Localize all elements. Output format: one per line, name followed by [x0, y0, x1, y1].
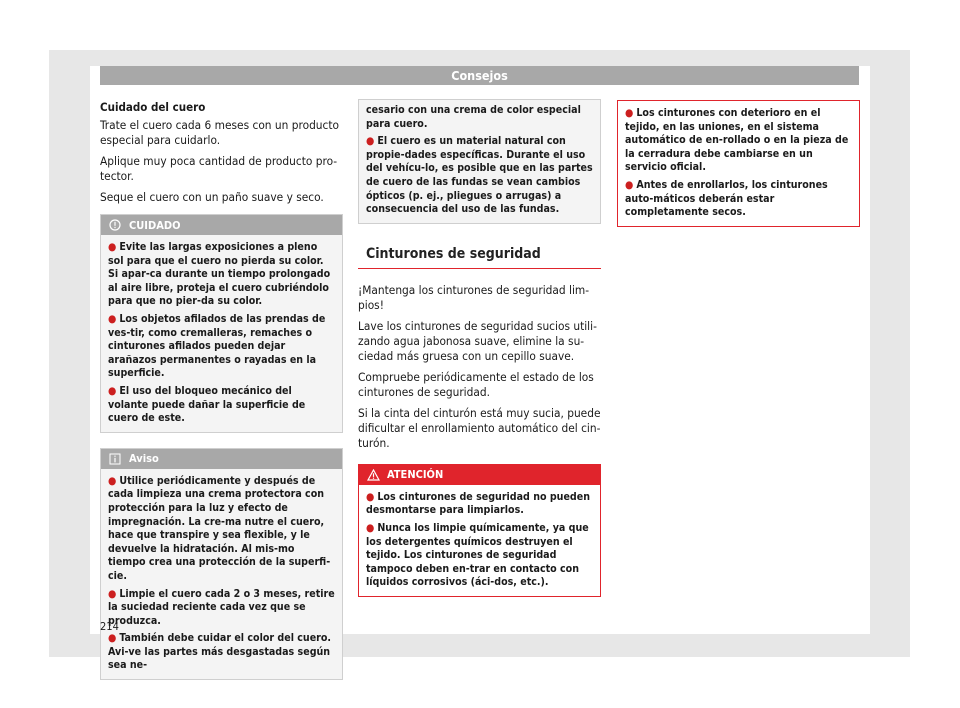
aviso-header — [101, 449, 342, 469]
list-item: ● Los cinturones con deterioro en el tejido, en las uniones, en el sistema automático de en-rollado o en la pieza de la cerradura debe cambiarse en un servicio oficial. — [625, 107, 849, 174]
leather-care-heading: Cuidado del cuero — [100, 100, 206, 114]
bullet-icon: ● — [366, 490, 375, 503]
bullet-icon: ● — [625, 107, 634, 119]
cuidado-box — [100, 214, 343, 433]
list-item: ● Los cinturones de seguridad no pueden desmontarse para limpiarlos. — [366, 490, 590, 517]
aviso-body — [101, 469, 342, 679]
list-item: ● El uso del bloqueo mecánico del volante puede dañar la superficie de cuero de este. — [108, 384, 306, 425]
list-item: ● También debe cuidar el color del cuero. Avi-ve las partes más desgastadas según sea ne- — [108, 632, 332, 672]
list-item: ● Evite las largas exposiciones a pleno sol para que el cuero no pierda su color. Si apar-ca durante un tiempo prolongado al aire libre, proteja el cuero cubriéndolo para que no pier-da su color. — [108, 241, 331, 308]
cuidado-header — [101, 215, 342, 235]
atencion-box-continued — [617, 100, 860, 227]
atencion-continued-body — [618, 101, 859, 226]
list-item: ● Antes de enrollarlos, los cinturones auto-máticos deberán estar completamente secos. — [625, 178, 828, 219]
list-item: ● Los objetos afilados de las prendas de ves-tir, como cremalleras, remaches o cinturones afilados pueden dejar arañazos permanentes o rayadas en la superficie. — [108, 313, 326, 380]
continued-text: cesario con una crema de color especial para cuero. — [366, 104, 581, 130]
info-icon — [101, 453, 129, 465]
paragraph: ¡Mantenga los cinturones de seguridad lim-pios! — [358, 282, 590, 313]
list-item: ● Utilice periódicamente y después de cada limpieza una crema protectora con protección para la luz y efecto de impregnación. La cre-ma nutre el cuero, hace que transpire y sea flexible, y le devuelve la hidratación. Al mis-mo tiempo crea una protección de la superfi-cie. — [108, 474, 331, 582]
bullet-icon: ● — [108, 587, 117, 600]
aviso-box — [100, 448, 343, 680]
page-number: 214 — [100, 620, 119, 633]
warning-triangle-icon — [359, 469, 387, 481]
paragraph: Si la cinta del cinturón está muy sucia, puede dificultar el enrollamiento automático del cin-turón. — [358, 405, 601, 451]
cuidado-label: CUIDADO — [129, 218, 181, 232]
section-title: Cinturones de seguridad — [358, 242, 601, 269]
bullet-icon: ● — [366, 135, 375, 148]
bullet-icon: ● — [108, 384, 117, 397]
bullet-icon: ● — [108, 313, 117, 325]
list-item: ● Limpie el cuero cada 2 o 3 meses, retire la suciedad reciente cada vez que se produzca. — [108, 587, 335, 627]
bullet-icon: ● — [366, 522, 375, 534]
info-circle-icon — [101, 219, 129, 231]
paragraph: Compruebe periódicamente el estado de los cinturones de seguridad. — [358, 369, 594, 400]
page-header: Consejos — [100, 66, 859, 85]
atencion-label: ATENCIÓN — [387, 468, 444, 482]
column-2 — [358, 99, 601, 609]
bullet-icon: ● — [108, 632, 117, 645]
paragraph: Trate el cuero cada 6 meses con un producto especial para cuidarlo. — [100, 118, 340, 148]
list-item: ● Nunca los limpie químicamente, ya que los detergentes químicos destruyen el tejido. Los cinturones de seguridad tampoco deben en-trar en contacto con líquidos corrosivos (áci-dos, etc.). — [366, 522, 589, 589]
paragraph: Seque el cuero con un paño suave y seco. — [100, 189, 324, 204]
bullet-icon: ● — [108, 474, 117, 487]
atencion-box — [358, 464, 601, 597]
list-item: ● El cuero es un material natural con propie-dades específicas. Durante el uso del vehícu-lo, es posible que en las partes de cuero de las fundas se vean cambios ópticos (p. ej., pliegues o arrugas) a consecuencia del uso de las fundas. — [366, 135, 593, 216]
atencion-body — [359, 485, 600, 596]
aviso-continued-body — [359, 100, 600, 223]
paragraph: Aplique muy poca cantidad de producto pro-tector. — [100, 153, 338, 184]
column-1 — [100, 100, 343, 692]
cuidado-body — [101, 235, 342, 432]
atencion-header — [359, 465, 600, 485]
bullet-icon: ● — [625, 178, 634, 191]
aviso-label: Aviso — [129, 452, 159, 466]
column-3 — [617, 100, 860, 239]
paragraph: Lave los cinturones de seguridad sucios utili-zando agua jabonosa suave, elimine la su-ciedad más gruesa con un cepillo suave. — [358, 318, 597, 364]
bullet-icon: ● — [108, 241, 117, 254]
aviso-box-continued — [358, 99, 601, 224]
